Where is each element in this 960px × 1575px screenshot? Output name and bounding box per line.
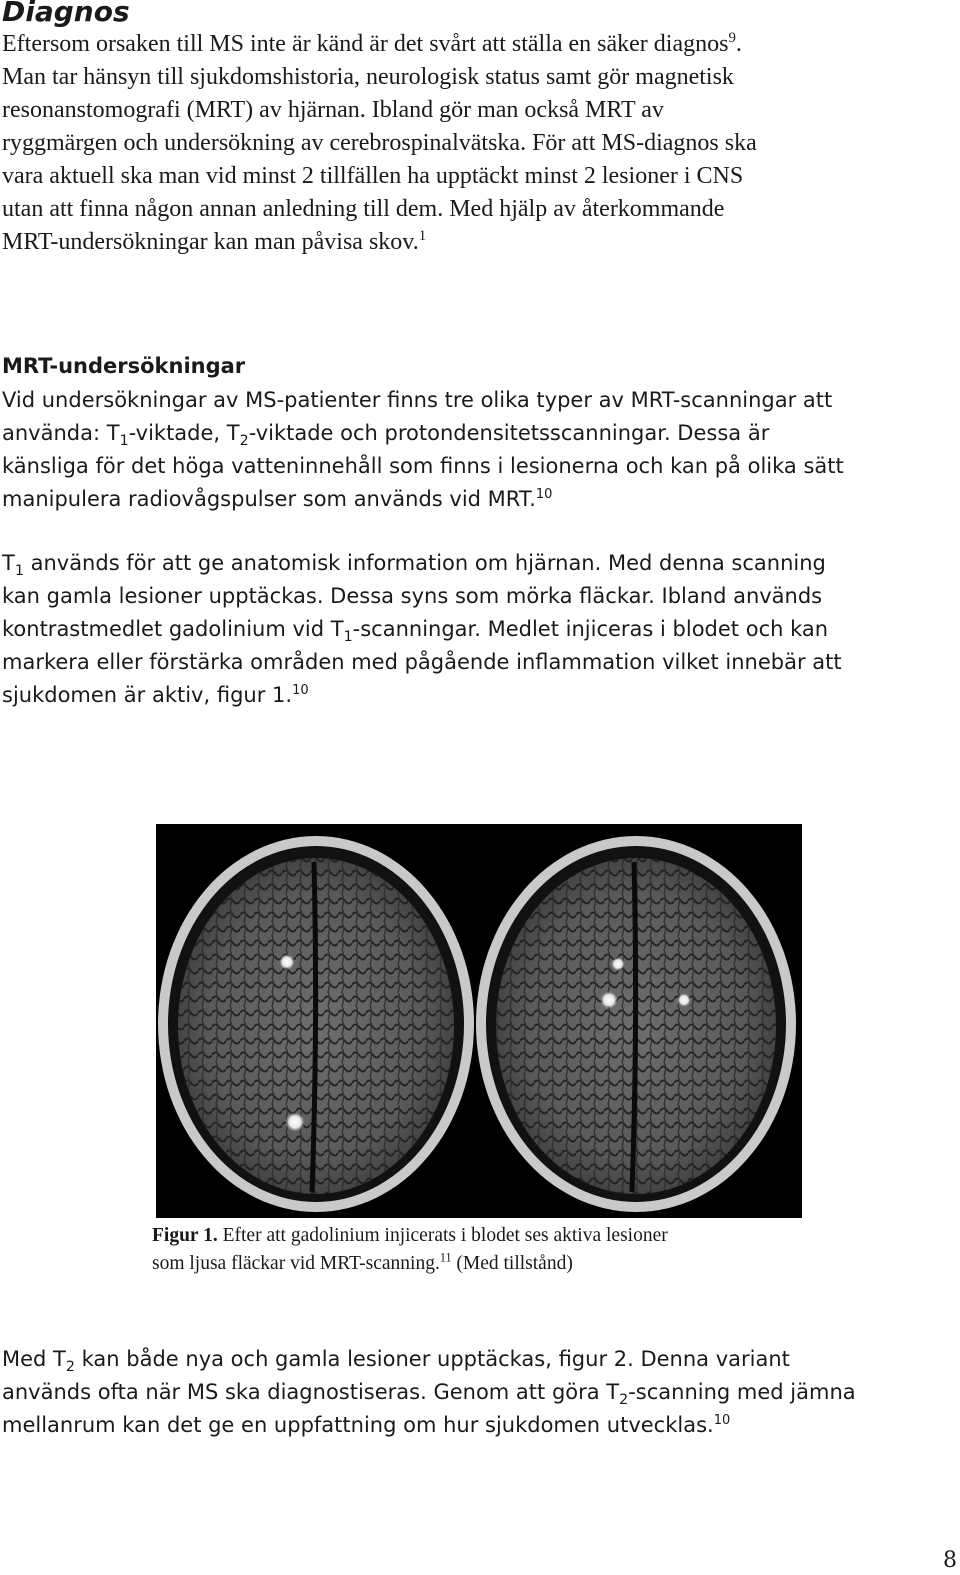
reference-superscript: 10	[535, 487, 553, 502]
text-line: sjukdomen är aktiv, figur 1.10	[2, 683, 309, 707]
lesion-spot	[279, 954, 295, 970]
reference-superscript: 10	[713, 1413, 731, 1428]
text-line: manipulera radiovågspulser som används vid MRT.$^{10}$	[2, 487, 553, 511]
text-line: vara aktuell ska man vid minst 2 tillfällen ha upptäckt minst 2 lesioner i CNS	[2, 163, 744, 189]
reference-superscript: 9	[728, 30, 736, 46]
t2-paragraph	[2, 1343, 958, 1442]
text-line: mellanrum kan det ge en uppfattning om hur sjukdomen utvecklas.$^{10}$	[2, 1413, 731, 1437]
right-brain-scan	[476, 836, 796, 1212]
figure-caption	[152, 1222, 832, 1278]
caption-line: Figur 1. Efter att gadolinium injicerats i blodet ses aktiva lesioner	[152, 1225, 668, 1246]
text-line: används ofta när MS ska diagnostiseras. Genom att göra $T_2$-scanning med jämna	[2, 1380, 856, 1409]
lesion-spot	[285, 1112, 305, 1132]
text-line: MRT-undersökningar kan man påvisa skov.$^1$	[2, 228, 427, 255]
text-line: ryggmärgen och undersökning av cerebrospinalvätska. För att MS-diagnos ska	[2, 130, 757, 156]
text-line: markera eller förstärka områden med pågående inflammation vilket innebär att	[2, 650, 842, 674]
left-brain-scan	[158, 836, 474, 1212]
caption-line: som ljusa fläckar vid MRT-scanning.$^{11}$ (Med tillstånd)	[152, 1250, 573, 1274]
mri-scans-image	[156, 824, 802, 1218]
section-heading-diagnos: Diagnos	[2, 0, 130, 28]
figure-label: Figur 1.	[152, 1225, 218, 1246]
lesion-spot	[600, 991, 618, 1009]
text-line: utan att finna någon annan anledning till dem. Med hjälp av återkommande	[2, 196, 725, 222]
mrt-paragraph-2	[2, 547, 958, 712]
text-line: Man tar hänsyn till sjukdomshistoria, neurologisk status samt gör magnetisk	[2, 64, 734, 90]
text-line: resonanstomografi (MRT) av hjärnan. Ibland gör man också MRT av	[2, 97, 664, 123]
lesion-spot	[611, 957, 625, 971]
text-line: känsliga för det höga vatteninnehåll som finns i lesionerna och kan på olika sätt	[2, 454, 844, 478]
diagnos-paragraph	[2, 28, 958, 259]
text-line: kan gamla lesioner upptäckas. Dessa syns som mörka fläckar. Ibland används	[2, 584, 823, 608]
reference-superscript: 10	[292, 683, 309, 698]
mrt-paragraph-1	[2, 384, 958, 516]
text-line: Vid undersökningar av MS-patienter finns tre olika typer av MRT-scanningar att	[2, 388, 833, 412]
text-line: $T_1$ används för att ge anatomisk information om hjärnan. Med denna scanning	[2, 551, 826, 580]
reference-superscript: 1	[418, 228, 427, 244]
mri-figure	[156, 824, 802, 1218]
text-line: använda: $T_1$-viktade, $T_2$-viktade och protondensitetsscanningar. Dessa är	[2, 421, 770, 450]
text-line: Med $T_2$ kan både nya och gamla lesioner upptäckas, figur 2. Denna variant	[2, 1347, 790, 1376]
page-number: 8	[943, 1548, 957, 1573]
reference-superscript: 11	[439, 1250, 452, 1265]
lesion-spot	[677, 993, 691, 1007]
text-line: kontrastmedlet gadolinium vid $T_1$-scanningar. Medlet injiceras i blodet och kan	[2, 617, 829, 646]
section-heading-mrt: MRT-undersökningar	[2, 354, 246, 378]
text-line: Eftersom orsaken till MS inte är känd är det svårt att ställa en säker diagnos$^9$.	[2, 30, 742, 57]
